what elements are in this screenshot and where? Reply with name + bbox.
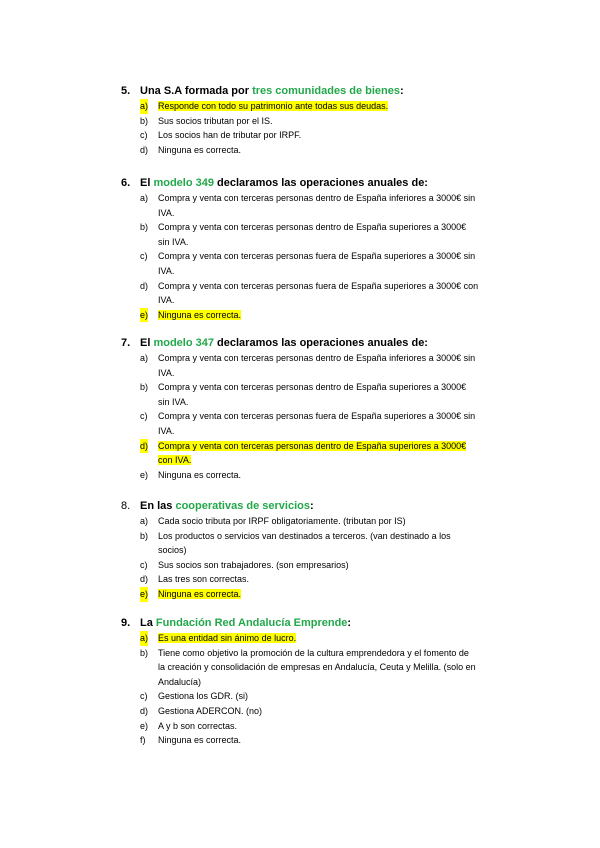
question-heading — [121, 84, 521, 99]
answer-option — [121, 733, 521, 748]
option-text: la creación y consolidación de empresas en Andalucía, Ceuta y Melilla. (solo en — [158, 662, 476, 673]
option-text-line — [158, 279, 521, 294]
question-heading — [121, 616, 521, 631]
option-text: Andalucía) — [158, 676, 202, 687]
option-text: IVA. — [158, 295, 175, 306]
option-text-line — [158, 249, 521, 264]
option-text-line — [158, 733, 521, 748]
option-text: Compra y venta con terceras personas dentro de España superiores a 3000€ — [158, 222, 467, 233]
question-text-end: : — [309, 500, 314, 512]
option-text-line — [158, 366, 521, 381]
option-letter: f) — [140, 735, 146, 746]
option-text-line — [158, 235, 521, 250]
option-text: Compra y venta con terceras personas fuera de España superiores a 3000€ sin — [158, 251, 476, 262]
answer-option — [121, 646, 521, 690]
option-text: Gestiona ADERCON. (no) — [158, 705, 263, 716]
option-text-line — [158, 631, 521, 646]
question-text: La — [140, 617, 156, 629]
option-letter: d) — [140, 439, 148, 454]
option-text: Cada socio tributa por IRPF obligatoriamente. (tributan por IS) — [158, 516, 406, 526]
answer-option — [121, 249, 521, 278]
option-letter: e) — [140, 587, 148, 602]
option-text: Ninguna es correcta. — [158, 735, 242, 746]
option-text: Las tres son correctas. — [158, 574, 250, 585]
answer-option — [121, 128, 521, 143]
option-text-line — [158, 587, 521, 602]
question-6 — [121, 176, 521, 322]
option-letter: e) — [140, 308, 148, 323]
option-letter: b) — [140, 530, 149, 541]
answer-option — [121, 689, 521, 704]
option-text-line — [158, 646, 521, 661]
option-text: Compra y venta con terceras personas dentro de España superiores a 3000€ — [158, 440, 467, 451]
answer-option — [121, 380, 521, 409]
question-text-end: : — [400, 85, 404, 97]
option-text: Responde con todo su patrimonio ante todas sus deudas. — [158, 101, 389, 111]
answer-option — [121, 704, 521, 719]
option-text-line — [158, 380, 521, 395]
option-text-line — [158, 143, 521, 158]
question-text: El — [140, 337, 154, 349]
option-text-line — [158, 351, 521, 366]
answer-option — [121, 572, 521, 587]
option-letter: b) — [140, 647, 149, 658]
option-text-line — [158, 99, 521, 114]
answer-option — [121, 587, 521, 602]
option-text: Ninguna es correcta. — [158, 144, 242, 155]
answer-option — [121, 439, 521, 468]
option-text-line — [158, 424, 521, 439]
option-text-line — [158, 128, 521, 143]
option-text: socios) — [158, 545, 187, 556]
option-text-line — [158, 439, 521, 454]
option-letter: d) — [140, 705, 149, 716]
option-text: Gestiona los GDR. (si) — [158, 691, 249, 702]
question-heading — [121, 176, 521, 191]
option-text: Compra y venta con terceras personas fuera de España superiores a 3000€ con — [158, 280, 479, 291]
option-text: IVA. — [158, 367, 175, 378]
answer-option — [121, 631, 521, 646]
option-letter: c) — [140, 559, 148, 570]
question-keyword: Fundación Red Andalucía Emprende — [155, 617, 348, 629]
option-text-line — [158, 264, 521, 279]
option-text-line — [158, 206, 521, 221]
question-number: 6. — [121, 177, 131, 189]
option-letter: a) — [140, 193, 149, 203]
question-heading — [121, 336, 521, 351]
option-text: A y b son correctas. — [158, 720, 238, 731]
question-keyword: tres comunidades de bienes — [252, 85, 400, 97]
option-text-line — [158, 114, 521, 129]
option-text: Ninguna es correcta. — [158, 309, 242, 320]
option-letter: b) — [140, 115, 149, 126]
option-letter: d) — [140, 280, 149, 291]
question-7 — [121, 336, 521, 482]
option-text-line — [158, 308, 521, 323]
question-number: 8. — [121, 500, 131, 512]
option-letter: a) — [140, 516, 149, 526]
option-text-line — [158, 395, 521, 410]
option-text: IVA. — [158, 265, 175, 276]
option-text: Los socios han de tributar por IRPF. — [158, 130, 302, 141]
question-text-end: declaramos las operaciones anuales de: — [213, 337, 428, 349]
option-text-line — [158, 293, 521, 308]
option-text-line — [158, 719, 521, 734]
answer-option — [121, 409, 521, 438]
option-letter: b) — [140, 382, 149, 393]
option-text-line — [158, 572, 521, 587]
option-text-line — [158, 409, 521, 424]
option-letter: b) — [140, 222, 149, 233]
question-8 — [121, 499, 521, 602]
answer-option — [121, 719, 521, 734]
answer-option — [121, 114, 521, 129]
option-letter: d) — [140, 574, 149, 585]
option-text: Compra y venta con terceras personas dentro de España inferiores a 3000€ sin — [158, 353, 476, 363]
answer-option — [121, 143, 521, 158]
option-letter: a) — [140, 353, 149, 363]
option-text-line — [158, 543, 521, 558]
option-text-line — [158, 675, 521, 690]
question-5 — [121, 84, 521, 157]
question-number: 9. — [121, 617, 131, 629]
option-text: IVA. — [158, 425, 175, 436]
option-text: Tiene como objetivo la promoción de la cultura emprendedora y el fomento de — [158, 647, 469, 658]
option-text: sin IVA. — [158, 236, 189, 247]
option-letter: a) — [140, 631, 148, 646]
answer-option — [121, 191, 521, 220]
option-text-line — [158, 529, 521, 544]
option-text-line — [158, 453, 521, 468]
option-text: sin IVA. — [158, 396, 189, 407]
answer-option — [121, 514, 521, 529]
question-keyword: modelo 349 — [153, 177, 214, 189]
question-keyword: modelo 347 — [153, 337, 214, 349]
option-text: con IVA. — [158, 455, 192, 466]
option-letter: e) — [140, 720, 149, 731]
question-keyword: cooperativas de servicios — [175, 500, 310, 512]
option-text-line — [158, 191, 521, 206]
option-text-line — [158, 468, 521, 483]
option-letter: e) — [140, 469, 149, 480]
answer-option — [121, 529, 521, 558]
answer-option — [121, 99, 521, 114]
option-text-line — [158, 514, 521, 529]
option-text-line — [158, 660, 521, 675]
question-text-end: declaramos las operaciones anuales de: — [213, 177, 428, 189]
option-letter: c) — [140, 251, 148, 262]
option-letter: c) — [140, 691, 148, 702]
option-text: Ninguna es correcta. — [158, 469, 242, 480]
option-letter: d) — [140, 144, 149, 155]
option-text: Los productos o servicios van destinados a terceros. (van destinado a los — [158, 530, 451, 541]
option-letter: a) — [140, 99, 148, 114]
answer-option — [121, 220, 521, 249]
option-text: Sus socios son trabajadores. (son empresarios) — [158, 559, 349, 570]
option-text: Ninguna es correcta. — [158, 588, 242, 599]
question-text-end: : — [347, 617, 352, 629]
question-number: 5. — [121, 85, 131, 97]
option-text: Compra y venta con terceras personas fuera de España superiores a 3000€ sin — [158, 411, 476, 422]
option-text: Es una entidad sin ánimo de lucro. — [158, 633, 297, 643]
option-letter: c) — [140, 411, 148, 422]
answer-option — [121, 468, 521, 483]
question-text: En las — [140, 500, 176, 512]
answer-option — [121, 308, 521, 323]
answer-option — [121, 351, 521, 380]
option-text: IVA. — [158, 207, 175, 218]
question-heading — [121, 499, 521, 514]
answer-option — [121, 279, 521, 308]
option-text: Compra y venta con terceras personas dentro de España inferiores a 3000€ sin — [158, 193, 476, 203]
option-text-line — [158, 220, 521, 235]
option-text-line — [158, 558, 521, 573]
question-number: 7. — [121, 337, 131, 349]
question-9 — [121, 616, 521, 748]
question-text: El — [140, 177, 154, 189]
question-text: Una S.A formada por — [140, 85, 253, 97]
option-letter: c) — [140, 130, 148, 141]
option-text: Sus socios tributan por el IS. — [158, 115, 273, 126]
option-text-line — [158, 704, 521, 719]
option-text-line — [158, 689, 521, 704]
option-text: Compra y venta con terceras personas dentro de España superiores a 3000€ — [158, 382, 467, 393]
answer-option — [121, 558, 521, 573]
